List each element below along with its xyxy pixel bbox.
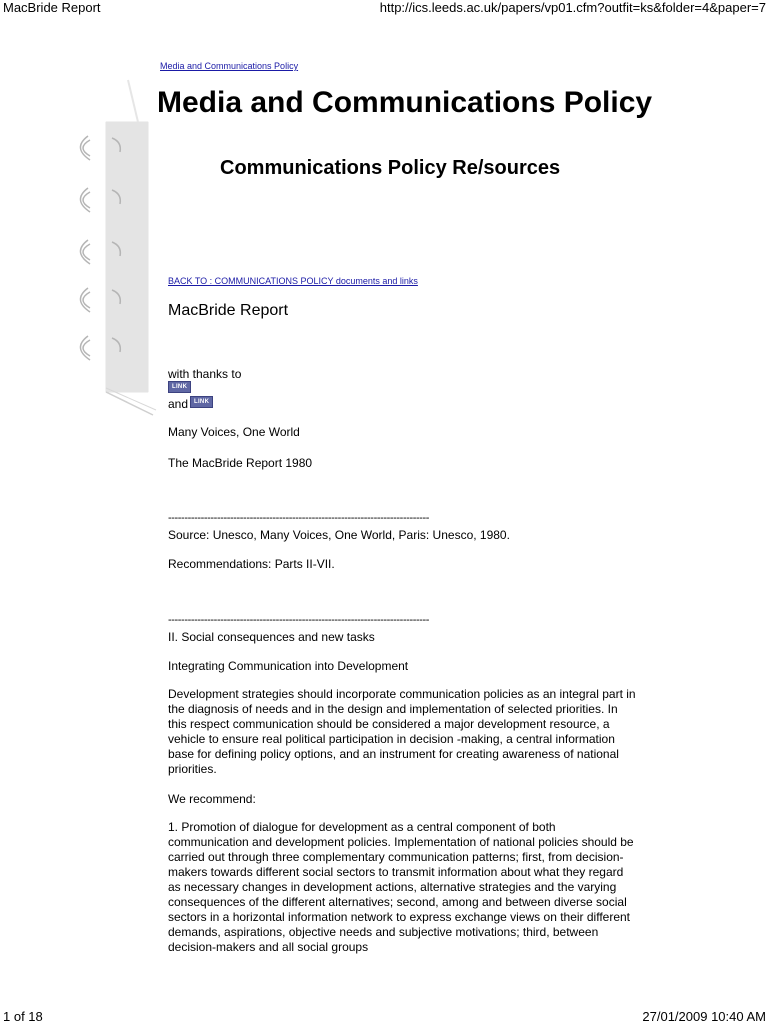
- recommendations-text: Recommendations: Parts II-VII.: [168, 557, 335, 571]
- we-recommend-text: We recommend:: [168, 792, 256, 806]
- thanks-text: with thanks to: [168, 367, 242, 381]
- divider-2: --------------------------------------------------------------------------------: [168, 614, 430, 626]
- breadcrumb-link[interactable]: Media and Communications Policy: [160, 61, 299, 71]
- paragraph-recommendation-1: 1. Promotion of dialogue for development as a central component of both communication and development policies. Implementation of national policies should be carried out through three complementary communication patterns; first, from decision-makers towards different social sectors to transmit information about what they regard as necessary changes in development actions, alternative strategies and the varying consequences of the different alternatives; second, among and between diverse social sectors in a horizontal information network to express exchange views on their different demands, aspirations, objective needs and subjective motivations; third, between decision-makers and all social groups: [168, 820, 634, 954]
- print-header-title: MacBride Report: [3, 0, 101, 15]
- page-subtitle: Communications Policy Re/sources: [220, 157, 561, 179]
- link-badge-1[interactable]: LINK: [168, 381, 191, 393]
- subtitle-report-year: The MacBride Report 1980: [168, 456, 313, 470]
- section-title: Integrating Communication into Development: [168, 659, 409, 673]
- and-text: and: [168, 397, 189, 411]
- link-badge-2[interactable]: LINK: [190, 396, 213, 408]
- back-link[interactable]: BACK TO : COMMUNICATIONS POLICY documents and links: [168, 276, 418, 286]
- report-title: MacBride Report: [168, 302, 289, 319]
- print-footer-page: 1 of 18: [3, 1009, 43, 1024]
- subtitle-many-voices: Many Voices, One World: [168, 425, 300, 439]
- source-text: Source: Unesco, Many Voices, One World, Paris: Unesco, 1980.: [168, 528, 510, 542]
- notebook-binding-decoration: [68, 70, 160, 430]
- section-heading: II. Social consequences and new tasks: [168, 630, 375, 644]
- print-footer-datetime: 27/01/2009 10:40 AM: [642, 1009, 766, 1024]
- paragraph-development-strategies: Development strategies should incorporate communication policies as an integral part in the diagnosis of needs and in the design and implementation of selected priorities. In this respect communication should be considered a major development resource, a vehicle to ensure real political participation in decision -making, a central information base for defining policy options, and an instrument for creating awareness of national priorities.: [168, 687, 636, 776]
- print-header-url: http://ics.leeds.ac.uk/papers/vp01.cfm?outfit=ks&folder=4&paper=7: [379, 0, 766, 15]
- page-title: Media and Communications Policy: [157, 86, 653, 119]
- divider-1: --------------------------------------------------------------------------------: [168, 512, 430, 524]
